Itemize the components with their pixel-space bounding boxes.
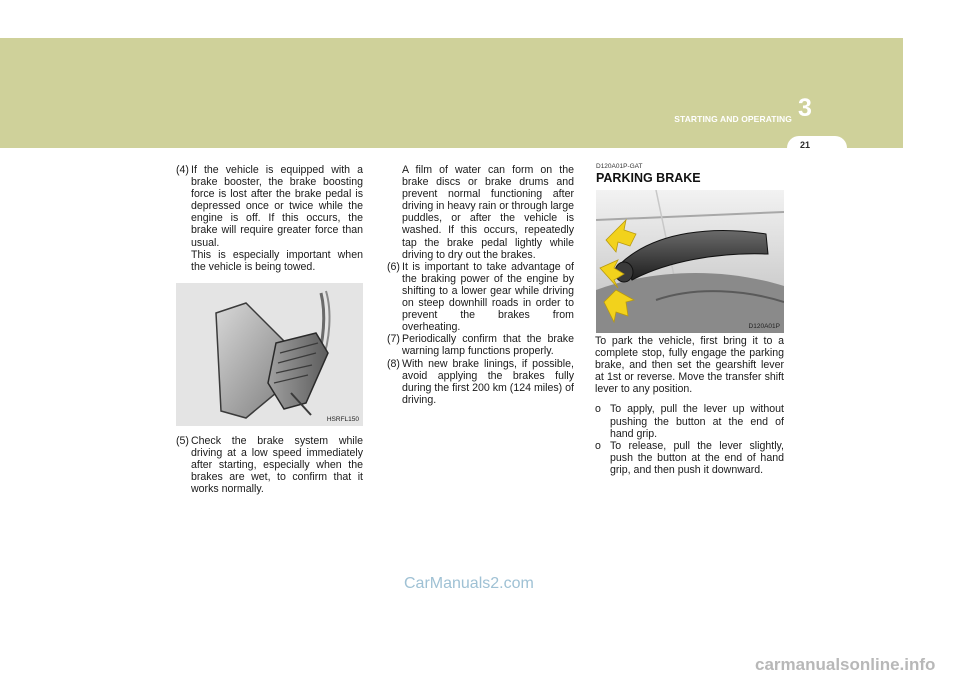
chapter-title: STARTING AND OPERATING [674,114,792,124]
page-number: 21 [799,140,810,150]
brake-pedal-illustration [176,283,363,426]
water-film-paragraph: A film of water can form on the brake discs or brake drums and prevent normal functioning after driving in heavy rain or through large puddles, or after the vehicle is washed. If this occurs, repeatedly tap the brake pedal lightly while driving to dry out the brakes. [402,164,574,261]
list-item-8 [387,358,574,406]
bullet-marker: o [595,439,601,452]
section-code: D120A01P-GAT [596,163,643,170]
item-text: It is important to take advantage of the braking power of the engine by shifting to a lower gear while driving on steep downhill roads in order to prevent the brakes from overheating. [402,260,574,334]
parking-brake-figure [596,190,784,333]
bullet-marker: o [595,403,601,416]
list-item-4 [176,164,363,249]
chapter-number: 3 [798,94,812,122]
item-marker: (6) [387,260,400,273]
bullet-text: To apply, pull the lever up without pushing the button at the end of hand grip. [610,403,784,440]
item-marker: (4) [176,164,189,176]
brake-pedal-figure [176,283,363,426]
column-1-bottom [176,435,363,495]
list-item-6 [387,261,574,334]
column-2 [387,164,574,406]
item-note: This is especially important when the vehicle is being towed. [191,248,363,273]
parking-brake-paragraph: To park the vehicle, first bring it to a complete stop, fully engage the parking brake, and then set the gearshift lever at 1st or reverse. Move the transfer shift lever to any position. [595,335,784,396]
bullet-release [595,440,784,476]
item-marker: (5) [176,435,189,447]
list-item-7 [387,333,574,357]
parking-brake-illustration [596,190,784,333]
item-text: Periodically confirm that the brake warning lamp functions properly. [402,333,574,358]
header-band [0,38,903,148]
bullet-apply [595,403,784,439]
bullet-text: To release, pull the lever slightly, push the button at the end of hand grip, and then push it downward. [610,439,784,476]
item-text: Check the brake system while driving at a low speed immediately after starting, especially when the brakes are wet, to confirm that it works normally. [191,435,363,496]
list-item-5 [176,435,363,495]
watermark-link[interactable]: CarManuals2.com [404,575,534,592]
section-title: PARKING BRAKE [596,171,701,185]
figure-code: D120A01P [748,323,780,330]
item-marker: (8) [387,357,400,370]
column-3 [595,335,784,476]
item-text: With new brake linings, if possible, avoid applying the brakes fully during the first 200 km (124 miles) of driving. [402,357,574,406]
figure-code: HSRFL150 [326,416,359,423]
column-1-top [176,164,363,273]
item-text: If the vehicle is equipped with a brake booster, the brake boosting force is lost after the brake pedal is depressed once or twice while the engine is off. If this occurs, the brake will require greater force than usual. [191,164,363,249]
item-marker: (7) [387,333,400,346]
footer-logo: carmanualsonline.info [755,655,936,674]
